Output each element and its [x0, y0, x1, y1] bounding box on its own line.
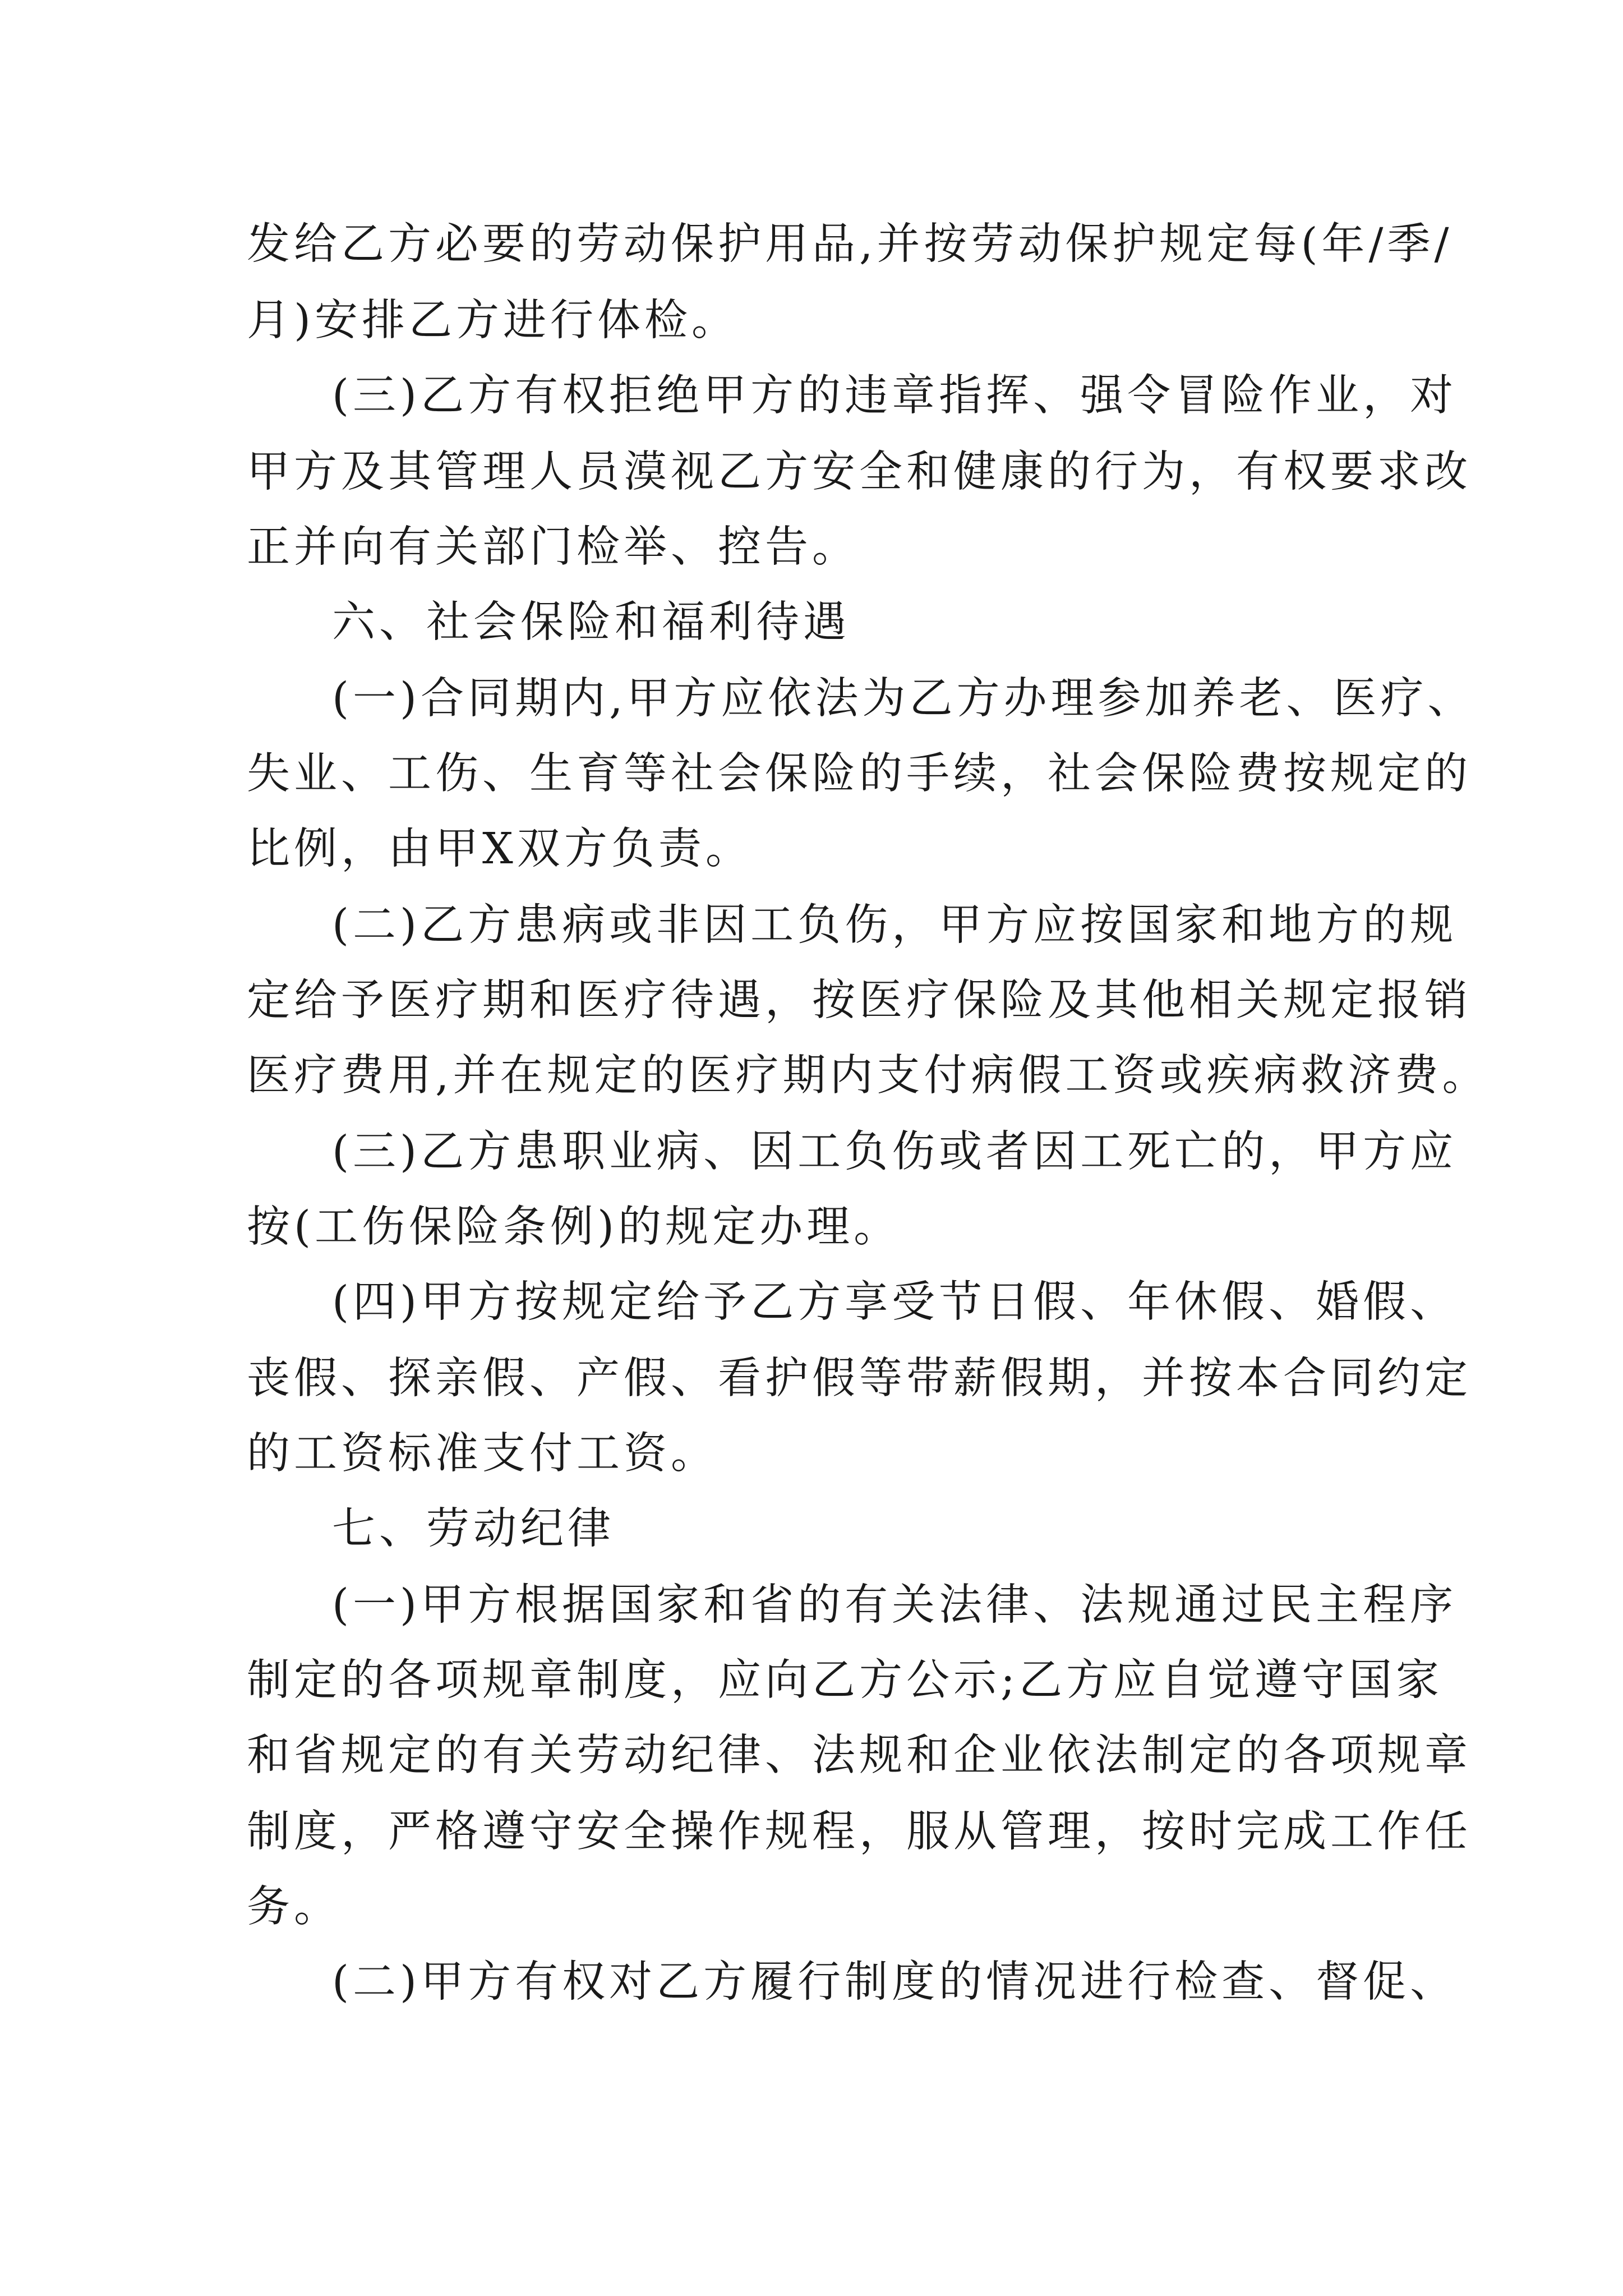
- paragraph-line: (一)甲方根据国家和省的有关法律、法规通过民主程序: [332, 1580, 1458, 1630]
- text-line: 月)安排乙方进行体检。: [247, 296, 739, 346]
- text-line: 失业、工伤、生育等社会保险的手续，社会保险费按规定的: [247, 749, 1472, 799]
- text-line: 制度，严格遵守安全操作规程，服从管理，按时完成工作任: [247, 1807, 1472, 1857]
- section-heading: 六、社会保险和福利待遇: [332, 597, 850, 647]
- text-line: 丧假、探亲假、产假、看护假等带薪假期，并按本合同约定: [247, 1354, 1472, 1404]
- paragraph-line: (三)乙方有权拒绝甲方的违章指挥、强令冒险作业，对: [332, 371, 1458, 421]
- text-line: 务。: [247, 1882, 341, 1932]
- text-line: 发给乙方必要的劳动保护用品,并按劳动保护规定每(年/季/: [247, 219, 1453, 269]
- text-line: 定给予医疗期和医疗待遇，按医疗保险及其他相关规定报销: [247, 976, 1472, 1025]
- text-line: 甲方及其管理人员漠视乙方安全和健康的行为，有权要求改: [247, 447, 1472, 497]
- text-line: 正并向有关部门检举、控告。: [247, 522, 859, 572]
- text-line: 比例，由甲X双方负责。: [247, 824, 753, 874]
- section-heading: 七、劳动纪律: [332, 1504, 615, 1554]
- text-line: 医疗费用,并在规定的医疗期内支付病假工资或疾病救济费。: [247, 1051, 1490, 1101]
- paragraph-line: (四)甲方按规定给予乙方享受节日假、年休假、婚假、: [332, 1277, 1458, 1327]
- paragraph-line: (三)乙方患职业病、因工负伤或者因工死亡的，甲方应: [332, 1127, 1458, 1177]
- text-line: 按(工伤保险条例)的规定办理。: [247, 1202, 901, 1252]
- paragraph-line: (二)乙方患病或非因工负伤，甲方应按国家和地方的规: [332, 900, 1458, 950]
- text-line: 和省规定的有关劳动纪律、法规和企业依法制定的各项规章: [247, 1731, 1472, 1780]
- paragraph-line: (一)合同期内,甲方应依法为乙方办理参加养老、医疗、: [332, 674, 1475, 724]
- text-line: 制定的各项规章制度，应向乙方公示;乙方应自觉遵守国家: [247, 1655, 1443, 1705]
- paragraph-line: (二)甲方有权对乙方履行制度的情况进行检查、督促、: [332, 1957, 1458, 2007]
- text-line: 的工资标准支付工资。: [247, 1429, 718, 1479]
